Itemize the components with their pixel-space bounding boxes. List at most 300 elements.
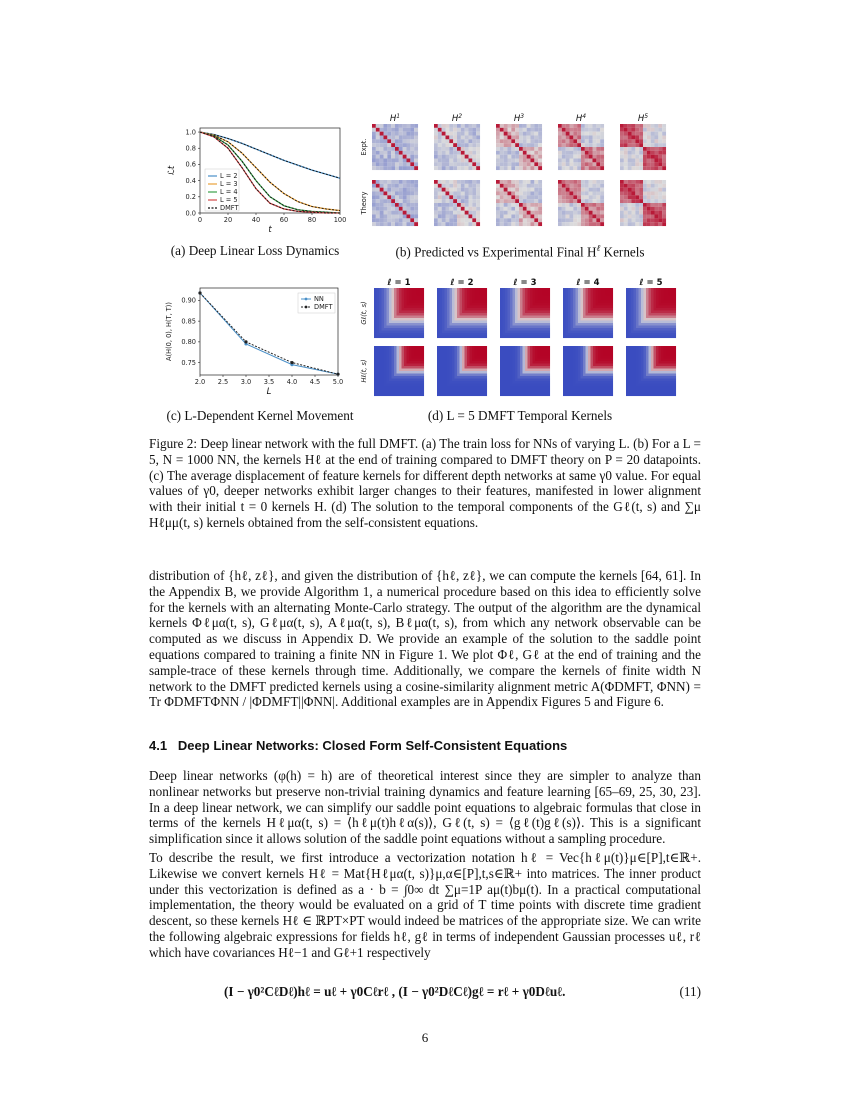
kernel-cell [467,386,470,389]
kernel-cell [525,336,528,339]
kernel-cell [636,313,639,316]
kernel-cell [545,298,548,301]
kernel-cell [500,326,503,329]
kernel-cell [477,369,480,372]
kernel-cell [520,381,523,384]
kernel-cell [476,180,480,184]
kernel-cell [578,364,581,367]
kernel-cell [643,184,647,188]
kernel-cell [462,361,465,364]
kernel-cell [447,394,450,397]
kernel-cell [581,203,585,207]
kernel-cell [603,351,606,354]
kernel-cell [603,364,606,367]
kernel-cell [624,147,628,151]
kernel-cell [372,211,376,215]
kernel-cell [596,371,599,374]
kernel-cell [603,288,606,291]
kernel-cell [632,207,636,211]
kernel-cell [515,366,518,369]
kernel-cell [577,166,581,170]
kernel-cell [649,311,652,314]
kernel-cell [482,366,485,369]
kernel-cell [578,369,581,372]
kernel-cell [598,293,601,296]
kernel-cell [591,361,594,364]
kernel-cell [534,203,538,207]
kernel-cell [394,308,397,311]
kernel-cell [442,188,446,192]
kernel-cell [601,303,604,306]
kernel-cell [480,323,483,326]
kernel-cell [384,361,387,364]
kernel-cell [635,180,639,184]
kernel-cell [635,143,639,147]
kernel-cell [503,384,506,387]
kernel-cell [581,222,585,226]
kernel-cell [581,296,584,299]
kernel-cell [414,124,418,128]
kernel-cell [639,132,643,136]
kernel-cell [600,136,604,140]
kernel-cell [414,369,417,372]
kernel-cell [593,211,597,215]
kernel-cell [505,369,508,372]
kernel-cell [538,192,542,196]
kernel-cell [500,323,503,326]
kernel-cell [440,326,443,329]
kernel-cell [578,346,581,349]
kernel-cell [626,296,629,299]
kernel-cell [548,384,551,387]
kernel-cell [389,293,392,296]
kernel-cell [461,124,465,128]
kernel-cell [508,306,511,309]
kernel-cell [387,188,391,192]
kernel-cell [535,303,538,306]
kernel-cell [531,195,535,199]
kernel-cell [513,333,516,336]
kernel-cell [528,376,531,379]
kernel-cell [589,139,593,143]
kernel-cell [639,301,642,304]
kernel-cell [472,316,475,319]
kernel-cell [402,331,405,334]
kernel-cell [452,351,455,354]
kernel-cell [422,366,425,369]
kernel-cell [445,354,448,357]
kernel-cell [596,132,600,136]
kernel-cell [656,308,659,311]
kernel-cell [397,346,400,349]
kernel-cell [465,323,468,326]
kernel-cell [387,386,390,389]
kernel-cell [508,316,511,319]
kernel-cell [525,333,528,336]
kernel-cell [606,366,609,369]
kernel-cell [583,313,586,316]
kernel-cell [515,346,518,349]
kernel-cell [374,331,377,334]
kernel-cell [656,296,659,299]
kernel-cell [601,351,604,354]
kernel-cell [391,180,395,184]
kernel-cell [639,151,643,155]
kernel-cell [518,301,521,304]
column-title: $H^5$ [637,113,649,124]
kernel-cell [450,313,453,316]
kernel-cell [523,192,527,196]
kernel-cell [376,199,380,203]
kernel-cell [476,124,480,128]
kernel-cell [438,124,442,128]
kernel-cell [440,293,443,296]
kernel-cell [545,326,548,329]
kernel-cell [447,386,450,389]
kernel-cell [482,306,485,309]
kernel-cell [562,188,566,192]
kernel-cell [374,293,377,296]
kernel-cell [596,364,599,367]
kernel-cell [417,328,420,331]
kernel-cell [403,132,407,136]
kernel-cell [503,351,506,354]
kernel-cell [457,166,461,170]
kernel-cell [380,139,384,143]
kernel-cell [508,303,511,306]
kernel-cell [513,379,516,382]
kernel-cell [671,306,674,309]
kernel-cell [570,124,574,128]
kernel-cell [639,331,642,334]
kernel-cell [412,313,415,316]
kernel-cell [596,313,599,316]
kernel-cell [596,159,600,163]
kernel-cell [523,303,526,306]
kernel-cell [611,354,614,357]
kernel-cell [410,136,414,140]
kernel-cell [475,361,478,364]
kernel-cell [410,188,414,192]
y-tick-label: 0.85 [181,317,196,326]
kernel-cell [578,308,581,311]
kernel-cell [624,207,628,211]
kernel-cell [505,293,508,296]
kernel-cell [419,394,422,397]
kernel-cell [658,184,662,188]
kernel-cell [461,162,465,166]
kernel-cell [414,311,417,314]
kernel-cell [540,313,543,316]
kernel-cell [608,288,611,291]
kernel-cell [422,308,425,311]
kernel-cell [389,379,392,382]
kernel-cell [519,155,523,159]
kernel-cell [666,331,669,334]
kernel-cell [500,356,503,359]
kernel-cell [422,321,425,324]
kernel-cell [543,291,546,294]
kernel-cell [445,296,448,299]
kernel-cell [523,132,527,136]
kernel-cell [500,376,503,379]
kernel-cell [603,301,606,304]
kernel-cell [409,371,412,374]
kernel-cell [422,346,425,349]
kernel-cell [472,356,475,359]
kernel-cell [402,318,405,321]
kernel-cell [632,203,636,207]
kernel-cell [402,356,405,359]
kernel-cell [422,376,425,379]
kernel-cell [538,291,541,294]
kernel-cell [407,184,411,188]
kernel-cell [518,369,521,372]
kernel-cell [476,132,480,136]
kernel-cell [558,207,562,211]
kernel-cell [636,331,639,334]
kernel-cell [586,369,589,372]
kernel-cell [538,366,541,369]
kernel-cell [455,301,458,304]
kernel-cell [576,308,579,311]
kernel-cell [508,313,511,316]
kernel-cell [510,298,513,301]
kernel-cell [382,364,385,367]
kernel-cell [455,323,458,326]
kernel-cell [520,326,523,329]
kernel-cell [571,354,574,357]
kernel-cell [656,333,659,336]
kernel-cell [558,184,562,188]
kernel-cell [409,376,412,379]
kernel-cell [417,336,420,339]
kernel-cell [548,354,551,357]
kernel-cell [527,180,531,184]
kernel-cell [379,374,382,377]
kernel-cell [384,371,387,374]
kernel-cell [455,326,458,329]
kernel-cell [460,313,463,316]
kernel-cell [399,199,403,203]
kernel-cell [462,376,465,379]
kernel-cell [603,361,606,364]
kernel-cell [450,333,453,336]
kernel-cell [437,301,440,304]
kernel-cell [562,162,566,166]
kernel-cell [440,321,443,324]
kernel-cell [387,207,391,211]
kernel-cell [626,313,629,316]
kernel-cell [445,318,448,321]
kernel-cell [570,199,574,203]
kernel-cell [455,313,458,316]
kernel-cell [649,288,652,291]
kernel-cell [620,139,624,143]
kernel-cell [664,298,667,301]
kernel-cell [651,311,654,314]
kernel-cell [445,374,448,377]
kernel-cell [442,379,445,382]
kernel-cell [568,366,571,369]
kernel-cell [399,326,402,329]
kernel-cell [449,136,453,140]
kernel-cell [528,374,531,377]
kernel-cell [591,316,594,319]
kernel-cell [422,356,425,359]
kernel-cell [503,298,506,301]
kernel-cell [562,180,566,184]
kernel-cell [530,296,533,299]
kernel-cell [446,222,450,226]
kernel-cell [508,328,511,331]
kernel-cell [563,298,566,301]
kernel-cell [419,313,422,316]
kernel-cell [661,323,664,326]
kernel-cell [538,139,542,143]
kernel-cell [399,293,402,296]
kernel-cell [475,328,478,331]
kernel-cell [417,371,420,374]
kernel-cell [530,354,533,357]
kernel-cell [387,331,390,334]
kernel-cell [576,291,579,294]
kernel-cell [409,306,412,309]
kernel-cell [628,195,632,199]
kernel-cell [626,301,629,304]
kernel-cell [387,379,390,382]
kernel-cell [659,306,662,309]
kernel-cell [538,356,541,359]
kernel-cell [452,366,455,369]
kernel-cell [533,313,536,316]
kernel-cell [600,166,604,170]
kernel-cell [475,323,478,326]
kernel-cell [384,180,388,184]
kernel-cell [465,155,469,159]
kernel-cell [581,366,584,369]
kernel-cell [578,291,581,294]
kernel-cell [374,389,377,392]
kernel-cell [455,376,458,379]
kernel-cell [399,207,403,211]
kernel-cell [455,336,458,339]
kernel-cell [658,151,662,155]
kernel-cell [419,359,422,362]
kernel-cell [570,215,574,219]
kernel-cell [593,143,597,147]
kernel-cell [482,321,485,324]
kernel-cell [374,386,377,389]
kernel-cell [414,349,417,352]
kernel-cell [540,301,543,304]
kernel-cell [480,306,483,309]
kernel-cell [586,351,589,354]
kernel-cell [409,389,412,392]
kernel-cell [583,356,586,359]
kernel-cell [394,291,397,294]
kernel-cell [480,381,483,384]
kernel-cell [422,331,425,334]
kernel-cell [455,379,458,382]
kernel-cell [540,311,543,314]
kernel-cell [382,389,385,392]
kernel-cell [380,207,384,211]
kernel-cell [404,369,407,372]
kernel-cell [462,381,465,384]
kernel-cell [662,162,666,166]
kernel-cell [508,376,511,379]
kernel-cell [382,351,385,354]
kernel-cell [545,394,548,397]
kernel-cell [377,389,380,392]
kernel-cell [664,333,667,336]
kernel-cell [399,180,403,184]
kernel-cell [596,331,599,334]
kernel-cell [414,323,417,326]
kernel-cell [573,128,577,132]
kernel-cell [651,132,655,136]
kernel-cell [596,128,600,132]
kernel-cell [391,155,395,159]
kernel-cell [535,313,538,316]
kernel-cell [662,188,666,192]
kernel-cell [412,301,415,304]
kernel-cell [394,346,397,349]
kernel-cell [519,184,523,188]
kernel-cell [394,323,397,326]
kernel-cell [631,316,634,319]
kernel-cell [462,293,465,296]
kernel-cell [528,288,531,291]
kernel-cell [534,124,538,128]
kernel-cell [583,298,586,301]
kernel-cell [394,386,397,389]
kernel-cell [649,316,652,319]
kernel-cell [589,132,593,136]
kernel-cell [392,356,395,359]
kernel-cell [472,151,476,155]
kernel-cell [661,316,664,319]
kernel-cell [543,346,546,349]
kernel-cell [538,218,542,222]
kernel-cell [419,326,422,329]
kernel-cell [480,333,483,336]
kernel-cell [472,381,475,384]
kernel-cell [440,381,443,384]
column-title: $H^3$ [513,113,525,124]
kernel-cell [391,139,395,143]
kernel-cell [669,303,672,306]
kernel-cell [460,349,463,352]
kernel-cell [402,369,405,372]
kernel-cell [646,321,649,324]
kernel-cell [449,151,453,155]
kernel-cell [412,349,415,352]
kernel-cell [533,306,536,309]
kernel-cell [651,192,655,196]
kernel-cell [515,147,519,151]
kernel-cell [571,293,574,296]
kernel-cell [480,354,483,357]
kernel-cell [671,326,674,329]
legend-label: NN [314,295,324,303]
kernel-cell [505,336,508,339]
kernel-cell [603,293,606,296]
kernel-cell [397,376,400,379]
kernel-cell [376,162,380,166]
kernel-cell [447,391,450,394]
